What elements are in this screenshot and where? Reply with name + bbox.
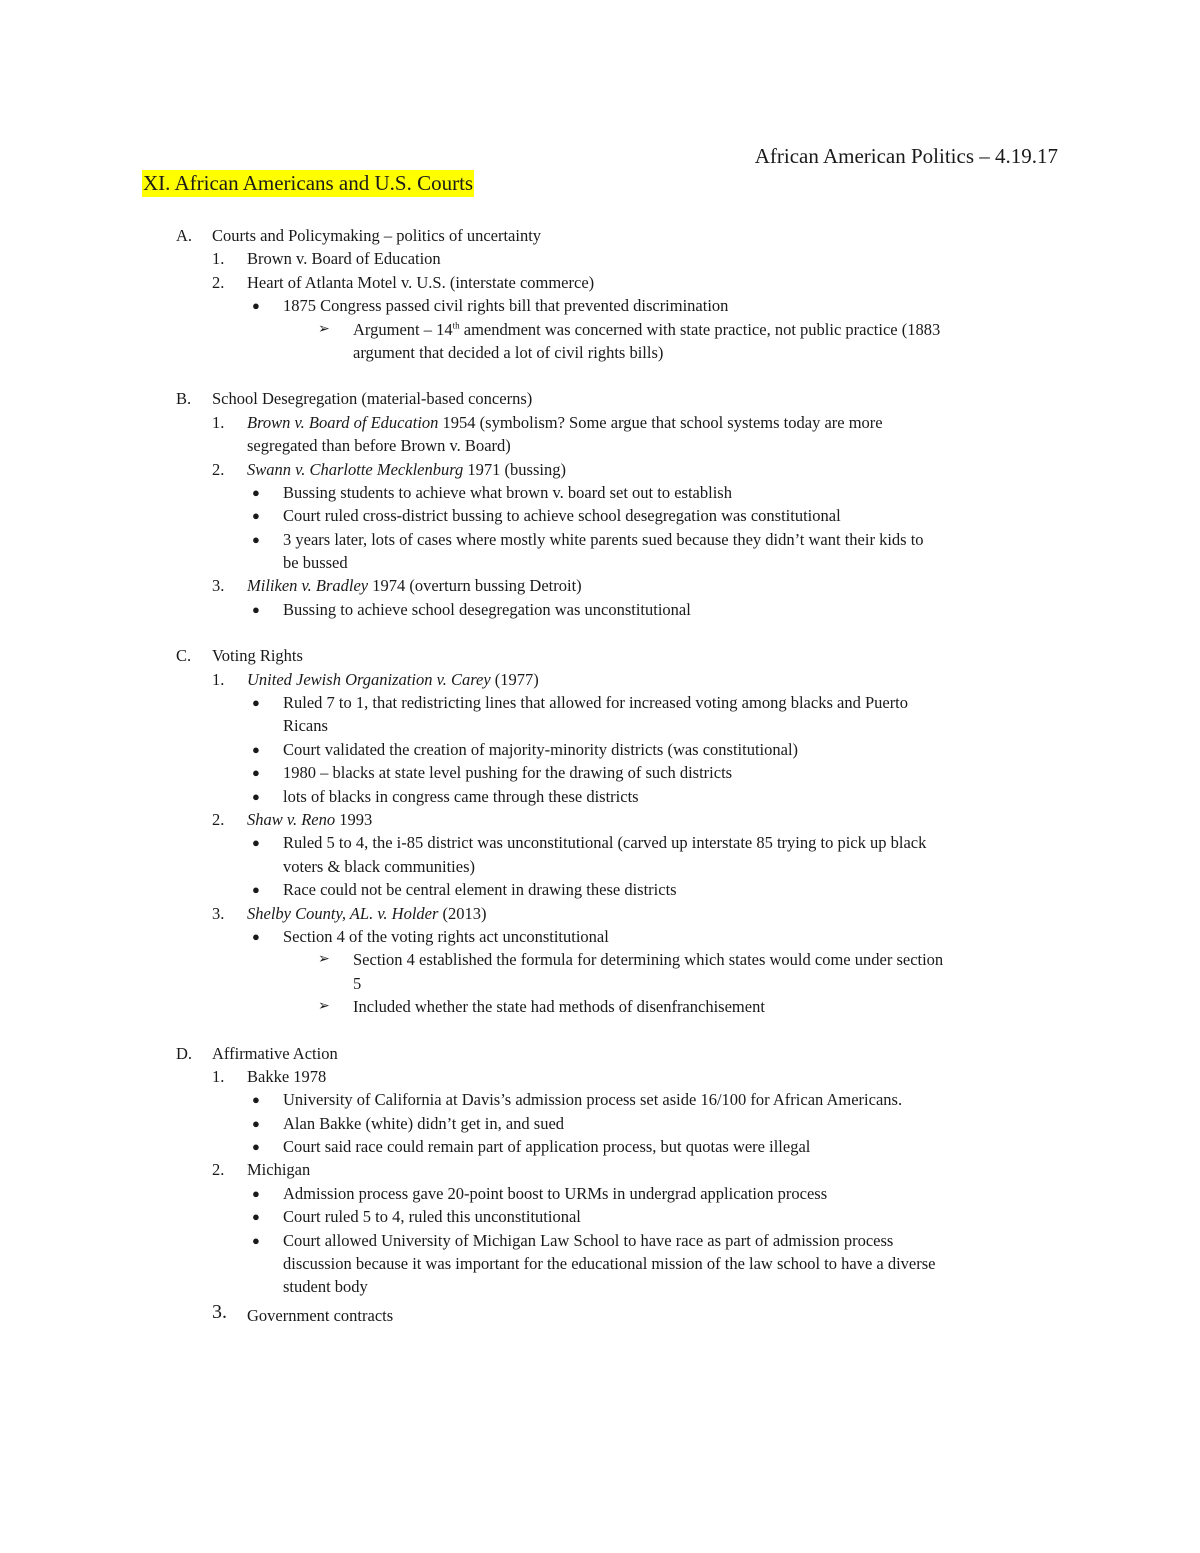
item-number: 2. [212, 809, 225, 829]
list-item [0, 247, 1200, 270]
arrow-text: argument that decided a lot of civil rights bills) [353, 342, 664, 362]
bullet-item [0, 481, 1200, 504]
arrow-item [0, 995, 1200, 1018]
list-item [0, 458, 1200, 481]
bullet-text: Ricans [283, 716, 328, 736]
bullet-text: Admission process gave 20-point boost to URMs in undergrad application process [283, 1183, 828, 1203]
bullet-item-continuation [0, 714, 1200, 737]
item-text: Shaw v. Reno 1993 [247, 809, 373, 829]
item-text: Swann v. Charlotte Mecklenburg 1971 (bussing) [247, 459, 566, 479]
item-text: Shelby County, AL. v. Holder (2013) [247, 903, 487, 923]
bullet-text: Court said race could remain part of application process, but quotas were illegal [283, 1137, 811, 1157]
bullet-icon: ● [252, 531, 260, 547]
bullet-text: lots of blacks in congress came through these districts [283, 786, 639, 806]
arrow-icon: ➢ [318, 952, 330, 968]
bullet-item [0, 831, 1200, 854]
section-a [0, 224, 1200, 247]
bullet-item [0, 1135, 1200, 1158]
bullet-text: Alan Bakke (white) didn’t get in, and sued [283, 1113, 565, 1133]
bullet-text: student body [283, 1277, 368, 1297]
bullet-text: 3 years later, lots of cases where mostly white parents sued because they didn’t want their kids to [283, 529, 924, 549]
bullet-item [0, 925, 1200, 948]
case-name: United Jewish Organization v. Carey [247, 669, 491, 689]
case-name: Shelby County, AL. v. Holder [247, 903, 439, 923]
bullet-icon: ● [252, 508, 260, 524]
section-title: Courts and Policymaking – politics of uncertainty [212, 226, 542, 245]
bullet-text: Ruled 5 to 4, the i-85 district was unconstitutional (carved up interstate 85 trying to pick up black [283, 833, 927, 853]
bullet-item-continuation [0, 551, 1200, 574]
bullet-icon: ● [252, 1092, 260, 1108]
bullet-text: Race could not be central element in drawing these districts [283, 880, 677, 900]
arrow-item [0, 948, 1200, 971]
bullet-icon: ● [252, 1185, 260, 1201]
item-number: 3. [212, 576, 225, 596]
section-b [0, 387, 1200, 410]
bullet-item [0, 878, 1200, 901]
superscript: th [452, 320, 460, 331]
item-number: 3. [212, 903, 225, 923]
header-date-line: African American Politics – 4.19.17 [754, 144, 1058, 168]
bullet-text: Ruled 7 to 1, that redistricting lines that allowed for increased voting among blacks and Puerto [283, 693, 909, 713]
bullet-icon: ● [252, 1209, 260, 1225]
case-name: Brown v. Board of Education [247, 412, 439, 432]
bullet-text: Bussing to achieve school desegregation was unconstitutional [283, 599, 691, 619]
page-title: XI. African Americans and U.S. Courts [143, 171, 474, 195]
bullet-text: Court allowed University of Michigan Law School to have race as part of admission process [283, 1230, 894, 1250]
item-text: Brown v. Board of Education [247, 249, 441, 269]
bullet-item-continuation [0, 1252, 1200, 1275]
case-name: Swann v. Charlotte Mecklenburg [247, 459, 464, 479]
section-d [0, 1042, 1200, 1065]
bullet-icon: ● [252, 695, 260, 711]
section-marker: C. [176, 646, 192, 666]
bullet-icon: ● [252, 835, 260, 851]
case-name: Shaw v. Reno [247, 809, 336, 829]
bullet-item [0, 598, 1200, 621]
arrow-icon: ➢ [318, 321, 330, 337]
bullet-text: be bussed [283, 553, 348, 573]
item-text: Miliken v. Bradley 1974 (overturn bussing Detroit) [247, 576, 582, 596]
bullet-item [0, 691, 1200, 714]
bullet-item [0, 738, 1200, 761]
case-name: Miliken v. Bradley [247, 576, 369, 596]
item-text: Brown v. Board of Education 1954 (symbolism? Some argue that school systems today are more [247, 412, 883, 432]
item-text: United Jewish Organization v. Carey (1977) [247, 669, 539, 689]
list-item [0, 1158, 1200, 1181]
list-item [0, 1301, 1200, 1327]
bullet-icon: ● [252, 601, 260, 617]
arrow-text: Section 4 established the formula for determining which states would come under section [353, 950, 944, 970]
bullet-text: 1980 – blacks at state level pushing for the drawing of such districts [283, 763, 733, 783]
bullet-text: Court ruled cross-district bussing to achieve school desegregation was constitutional [283, 506, 841, 526]
bullet-text: 1875 Congress passed civil rights bill that prevented discrimination [283, 296, 729, 316]
bullet-icon: ● [252, 882, 260, 898]
item-number: 1. [212, 1066, 225, 1086]
item-number: 1. [212, 249, 225, 269]
arrow-item-continuation [0, 341, 1200, 364]
item-number: 1. [212, 669, 225, 689]
list-item [0, 668, 1200, 691]
bullet-icon: ● [252, 1139, 260, 1155]
list-item [0, 574, 1200, 597]
arrow-item-continuation [0, 972, 1200, 995]
section-marker: A. [176, 226, 193, 245]
list-item [0, 902, 1200, 925]
bullet-icon: ● [252, 1232, 260, 1248]
outline [0, 224, 1200, 1328]
bullet-item [0, 1088, 1200, 1111]
item-number: 2. [212, 459, 225, 479]
section-c [0, 644, 1200, 667]
list-item [0, 411, 1200, 434]
bullet-text: Bussing students to achieve what brown v. board set out to establish [283, 482, 732, 502]
bullet-item [0, 1229, 1200, 1252]
section-marker: D. [176, 1043, 193, 1063]
bullet-icon: ● [252, 928, 260, 944]
bullet-item-continuation [0, 855, 1200, 878]
bullet-item [0, 528, 1200, 551]
bullet-icon: ● [252, 788, 260, 804]
bullet-text: Court ruled 5 to 4, ruled this unconstitutional [283, 1207, 581, 1227]
bullet-item-continuation [0, 1275, 1200, 1304]
section-title: Voting Rights [212, 646, 303, 666]
item-number: 2. [212, 1160, 225, 1180]
item-text: Government contracts [247, 1306, 394, 1326]
bullet-item [0, 761, 1200, 784]
list-item [0, 1065, 1200, 1088]
bullet-icon: ● [252, 765, 260, 781]
item-number: 1. [212, 412, 225, 432]
item-text: segregated than before Brown v. Board) [247, 436, 511, 456]
item-text: Bakke 1978 [247, 1066, 327, 1086]
item-number: 2. [212, 272, 225, 292]
list-item [0, 271, 1200, 294]
section-title: Affirmative Action [212, 1043, 338, 1063]
arrow-text: Included whether the state had methods of disenfranchisement [353, 997, 765, 1017]
item-number: 3. [212, 1301, 227, 1324]
arrow-text: Argument – 14th amendment was concerned with state practice, not public practice (1883 [353, 319, 941, 339]
arrow-text: 5 [353, 973, 362, 993]
bullet-text: University of California at Davis’s admission process set aside 16/100 for African Americans. [283, 1090, 903, 1110]
bullet-item [0, 785, 1200, 808]
bullet-icon: ● [252, 484, 260, 500]
bullet-icon: ● [252, 741, 260, 757]
bullet-text: Court validated the creation of majority-minority districts (was constitutional) [283, 739, 799, 759]
item-text: Michigan [247, 1160, 311, 1180]
list-item [0, 808, 1200, 831]
section-marker: B. [176, 389, 192, 409]
bullet-text: discussion because it was important for the educational mission of the law school to have a diverse [283, 1254, 936, 1274]
bullet-item [0, 1205, 1200, 1228]
bullet-item [0, 504, 1200, 527]
list-item-continuation [0, 434, 1200, 457]
bullet-icon: ● [252, 298, 260, 314]
bullet-text: voters & black communities) [283, 856, 475, 876]
section-title: School Desegregation (material-based concerns) [212, 389, 533, 409]
bullet-item [0, 1182, 1200, 1205]
arrow-item [0, 318, 1200, 341]
bullet-item [0, 294, 1200, 317]
bullet-text: Section 4 of the voting rights act unconstitutional [283, 926, 609, 946]
bullet-icon: ● [252, 1115, 260, 1131]
bullet-item [0, 1112, 1200, 1135]
item-text: Heart of Atlanta Motel v. U.S. (interstate commerce) [247, 272, 595, 292]
arrow-icon: ➢ [318, 999, 330, 1015]
